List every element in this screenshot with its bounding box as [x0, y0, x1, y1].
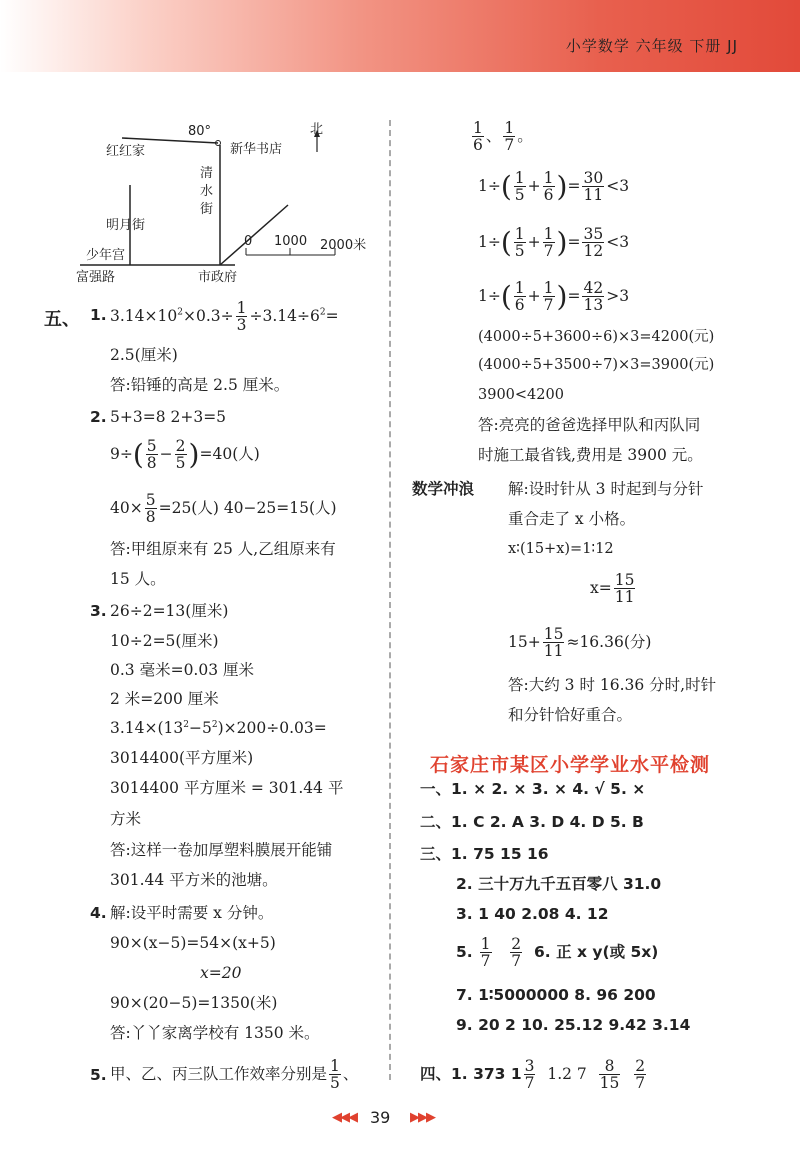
q2-answer-1: 答:甲组原来有 25 人,乙组原来有 — [110, 540, 336, 558]
map-diagram — [70, 110, 380, 290]
r-line4: 1÷( $\frac{1}{6}$ + $\frac{1}{7}$ )= $\frac{42}{13}$ >3 — [478, 279, 630, 315]
answers-3-5: 5. $\frac{1}{7}$ $\frac{2}{7}$ 6. 正 x y(或 5x) — [456, 935, 659, 971]
left-triangles-icon: ◀◀◀ — [332, 1110, 356, 1125]
q3-line3: 0.3 毫米=0.03 厘米 — [110, 661, 255, 679]
map-scale-2: 2000米 — [320, 238, 367, 253]
q2-line2: 9÷( $\frac{5}{8}$ − $\frac{2}{5}$ )=40(人) — [110, 437, 260, 473]
section-5-label: 五、 — [44, 309, 80, 330]
map-qingshui-1: 清 — [200, 166, 214, 181]
r-line1: $\frac{1}{6}$ 、 $\frac{1}{7}$ 。 — [473, 119, 533, 155]
q4-line4: 90×(20−5)=1350(米) — [110, 994, 278, 1012]
map-scale-1: 1000 — [274, 234, 308, 249]
surf-answer-1: 答:大约 3 时 16.36 分时,时针 — [508, 676, 717, 694]
q3-line6: 3014400(平方厘米) — [110, 749, 254, 767]
q3-line1: 26÷2=13(厘米) — [110, 602, 229, 620]
answers-3-3: 3. 1 40 2.08 4. 12 — [456, 905, 609, 923]
answers-4-1: 四、1. 373 1 $\frac{3}{7}$ 1.2 7 $\frac{8}{15}$ $\frac{2}{7}$ — [420, 1057, 646, 1093]
map-north: 北 — [310, 122, 324, 137]
surf-line1: 解:设时针从 3 时起到与分针 — [508, 480, 704, 498]
answers-1: 一、1. × 2. × 3. × 4. √ 5. × — [420, 780, 646, 798]
q4-line3: x=20 — [200, 964, 242, 982]
header-title: 小学数学 六年级 下册 JJ — [565, 37, 738, 55]
surf-line2: 重合走了 x 小格。 — [508, 510, 636, 528]
q1-line2: 2.5(厘米) — [110, 346, 178, 364]
map-mingyue: 明月街 — [106, 218, 146, 233]
answers-3-2: 2. 三十万九千五百零八 31.0 — [456, 875, 662, 893]
q2-line1: 5+3=8 2+3=5 — [110, 408, 227, 426]
q3-answer-1: 答:这样一卷加厚塑料膜展开能铺 — [110, 841, 333, 859]
q4-line2: 90×(x−5)=54×(x+5) — [110, 934, 276, 952]
surf-line5: 15+ $\frac{15}{11}$ ≈16.36(分) — [508, 625, 652, 661]
q4-answer: 答:丫丫家离学校有 1350 米。 — [110, 1024, 320, 1042]
q1-number: 1. — [90, 306, 107, 324]
q2-line3: 40× $\frac{5}{8}$ =25(人) 40−25=15(人) — [110, 491, 337, 527]
right-triangles-icon: ▶▶▶ — [410, 1110, 434, 1125]
q3-answer-2: 301.44 平方米的池塘。 — [110, 871, 278, 889]
page-number: 39 — [370, 1108, 391, 1127]
map-qingshui-3: 街 — [200, 202, 214, 217]
map-hong: 红红家 — [106, 144, 146, 159]
column-divider — [389, 120, 391, 1080]
map-lines — [70, 110, 380, 290]
r-line6: (4000÷5+3500÷7)×3=3900(元) — [478, 357, 715, 373]
q1-line1: $3.14\times 10^2\times 0.3\div$ $\frac{1}{3}$ $\div 3.14\div 6^2=$ — [110, 299, 339, 335]
q3-line2: 10÷2=5(厘米) — [110, 632, 219, 650]
page-header — [0, 0, 800, 72]
q3-line7: 3014400 平方厘米 = 301.44 平 — [110, 779, 344, 797]
q3-number: 3. — [90, 602, 107, 620]
q3-line5: $3.14\times(13^2-5^2)\times 200\div 0.03=$ — [110, 719, 327, 738]
map-scale-0: 0 — [244, 234, 253, 249]
map-xinhua: 新华书店 — [230, 142, 283, 157]
map-qingshui-2: 水 — [200, 184, 214, 199]
surf-label: 数学冲浪 — [412, 480, 475, 498]
answers-3-9: 9. 20 2 10. 25.12 9.42 3.14 — [456, 1016, 691, 1034]
r-line2: 1÷( $\frac{1}{5}$ + $\frac{1}{6}$ )= $\frac{30}{11}$ <3 — [478, 169, 630, 205]
q3-line8: 方米 — [110, 810, 142, 828]
surf-line3: x∶(15+x)=1∶12 — [508, 541, 614, 557]
r-line5: (4000÷5+3600÷6)×3=4200(元) — [478, 329, 715, 345]
q2-number: 2. — [90, 408, 107, 426]
map-fuqiang: 富强路 — [76, 270, 116, 285]
q1-answer: 答:铅锤的高是 2.5 厘米。 — [110, 376, 290, 394]
q3-line4: 2 米=200 厘米 — [110, 690, 219, 708]
r-line3: 1÷( $\frac{1}{5}$ + $\frac{1}{7}$ )= $\frac{35}{12}$ <3 — [478, 225, 630, 261]
surf-line4: x= $\frac{15}{11}$ — [590, 571, 635, 607]
map-shaonian: 少年宫 — [86, 248, 126, 263]
q4-line1: 解:设平时需要 x 分钟。 — [110, 904, 274, 922]
surf-answer-2: 和分针恰好重合。 — [508, 706, 633, 724]
map-angle: 80° — [188, 124, 212, 139]
r-answer-1: 答:亮亮的爸爸选择甲队和丙队同 — [478, 416, 701, 434]
q5-number: 5. — [90, 1066, 107, 1084]
exam-title: 石家庄市某区小学学业水平检测 — [430, 754, 711, 776]
q4-number: 4. — [90, 904, 107, 922]
r-line7: 3900<4200 — [478, 387, 564, 403]
answers-3-7: 7. 1∶5000000 8. 96 200 — [456, 986, 656, 1004]
answers-2: 二、1. C 2. A 3. D 4. D 5. B — [420, 813, 644, 831]
r-answer-2: 时施工最省钱,费用是 3900 元。 — [478, 446, 703, 464]
map-shizhengfu: 市政府 — [198, 270, 238, 285]
q5-line1: 甲、乙、丙三队工作效率分别是 $\frac{1}{5}$ 、 — [110, 1057, 359, 1093]
answers-3-1: 三、1. 75 15 16 — [420, 845, 549, 863]
q2-answer-2: 15 人。 — [110, 570, 166, 588]
